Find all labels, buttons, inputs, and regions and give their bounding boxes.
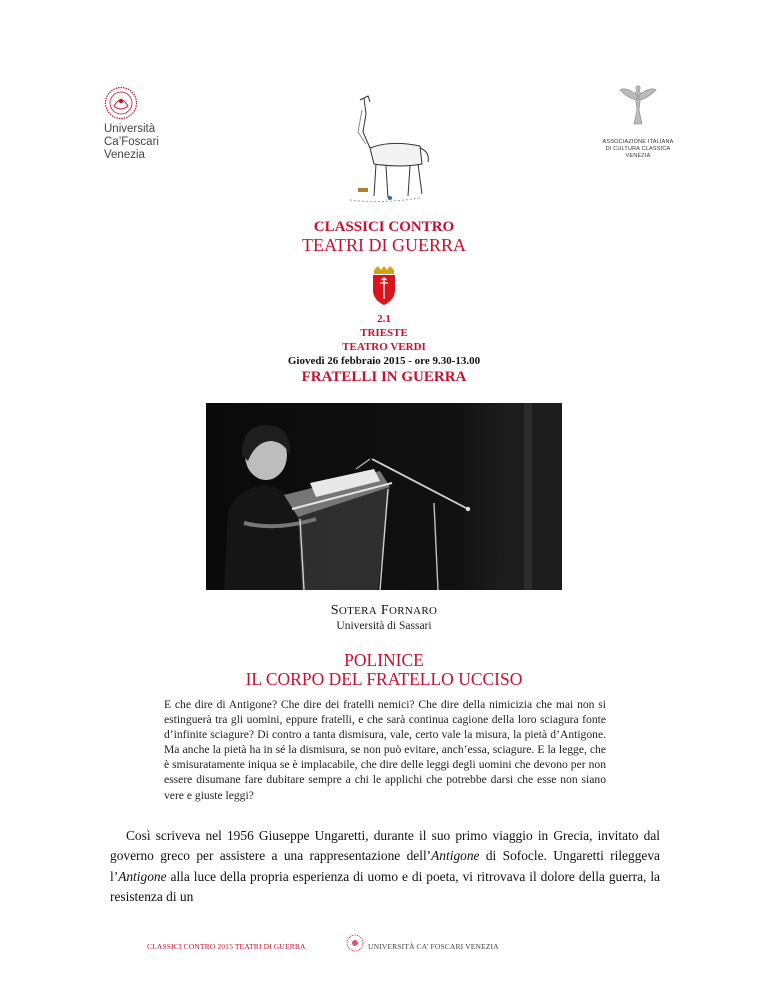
body-italic-1: Antigone bbox=[431, 848, 480, 864]
series-subtitle: TEATRI DI GUERRA bbox=[302, 235, 466, 255]
talk-title-line-2: IL CORPO DEL FRATELLO UCCISO bbox=[245, 669, 523, 689]
event-date: Giovedì 26 febbraio 2015 - ore 9.30-13.00 bbox=[287, 355, 481, 367]
ca-foscari-logo bbox=[104, 86, 204, 162]
trieste-crest-icon bbox=[370, 266, 398, 306]
speaker-last-rest: ORNARO bbox=[388, 605, 438, 617]
body-text-2: di Sofocle. Ungaretti rileggeva l’ bbox=[110, 848, 660, 884]
speaker-first-initial: S bbox=[330, 603, 339, 618]
aicc-logo bbox=[578, 84, 698, 160]
speaker-photo bbox=[206, 403, 562, 590]
university-line-3: Venezia bbox=[104, 149, 145, 161]
association-line-1: ASSOCIAZIONE ITALIANA bbox=[602, 139, 674, 145]
winged-figure-icon bbox=[618, 84, 658, 128]
footer-right-text: UNIVERSITÀ CA’ FOSCARI VENEZIA bbox=[368, 942, 499, 951]
footer-seal-icon bbox=[346, 934, 364, 952]
university-line-1: Università bbox=[104, 123, 156, 135]
speaker-affiliation: Università di Sassari bbox=[336, 620, 432, 632]
page-footer bbox=[0, 932, 768, 956]
body-text-3: alla luce della propria esperienza di uomo e di poeta, vi ritrovava il dolore della guerra, la resistenza di un bbox=[110, 868, 660, 905]
association-line-3: VENEZIA bbox=[625, 153, 651, 159]
body-paragraph bbox=[110, 826, 660, 908]
association-line-2: DI CULTURA CLASSICA bbox=[605, 146, 671, 152]
university-line-2: Ca’Foscari bbox=[104, 136, 159, 148]
horse-figure-icon bbox=[330, 92, 440, 208]
event-number: 2.1 bbox=[377, 313, 391, 325]
body-italic-2: Antigone bbox=[118, 868, 167, 884]
ca-foscari-seal-icon bbox=[104, 86, 138, 120]
horse-illustration bbox=[330, 92, 440, 208]
speaker-first-rest: OTERA bbox=[338, 605, 378, 617]
event-venue: TEATRO VERDI bbox=[342, 341, 426, 353]
series-title: CLASSICI CONTRO bbox=[313, 219, 455, 235]
event-title: FRATELLI IN GUERRA bbox=[301, 369, 467, 385]
footer-left-text: CLASSICI CONTRO 2015 TEATRI DI GUERRA bbox=[147, 942, 306, 951]
body-text-1: Così scriveva nel 1956 Giuseppe Ungaretti, durante il suo primo viaggio in Grecia, invitato dal governo greco per assistere a una rappresentazione dell’ bbox=[110, 828, 660, 864]
speaker-last-initial: F bbox=[380, 603, 389, 618]
event-city: TRIESTE bbox=[360, 327, 408, 339]
speaker-name bbox=[0, 603, 768, 619]
talk-title-line-1: POLINICE bbox=[344, 650, 424, 670]
epigraph-quote: E che dire di Antigone? Che dire dei fratelli nemici? Che dire della nimicizia che mai non si estinguerà tra gli uomini, eppure fratelli, e che sarà continua cagione della loro sciagura fonte d’infinite sciagure? Di contro a tanta dismisura, vale, certo vale la misura, la pietà d’Antigone. Ma anche la pietà ha in sé la dismisura, se non può evitare, anch’essa, sciagure. E la legge, che è smisuratamente iniqua se è implacabile, che dire delle leggi degli uomini che devono per non essere disumane fare dubitare sempre a chi le applichi che potrebbe darsi che esse non siano vere e giuste leggi? bbox=[164, 698, 606, 802]
